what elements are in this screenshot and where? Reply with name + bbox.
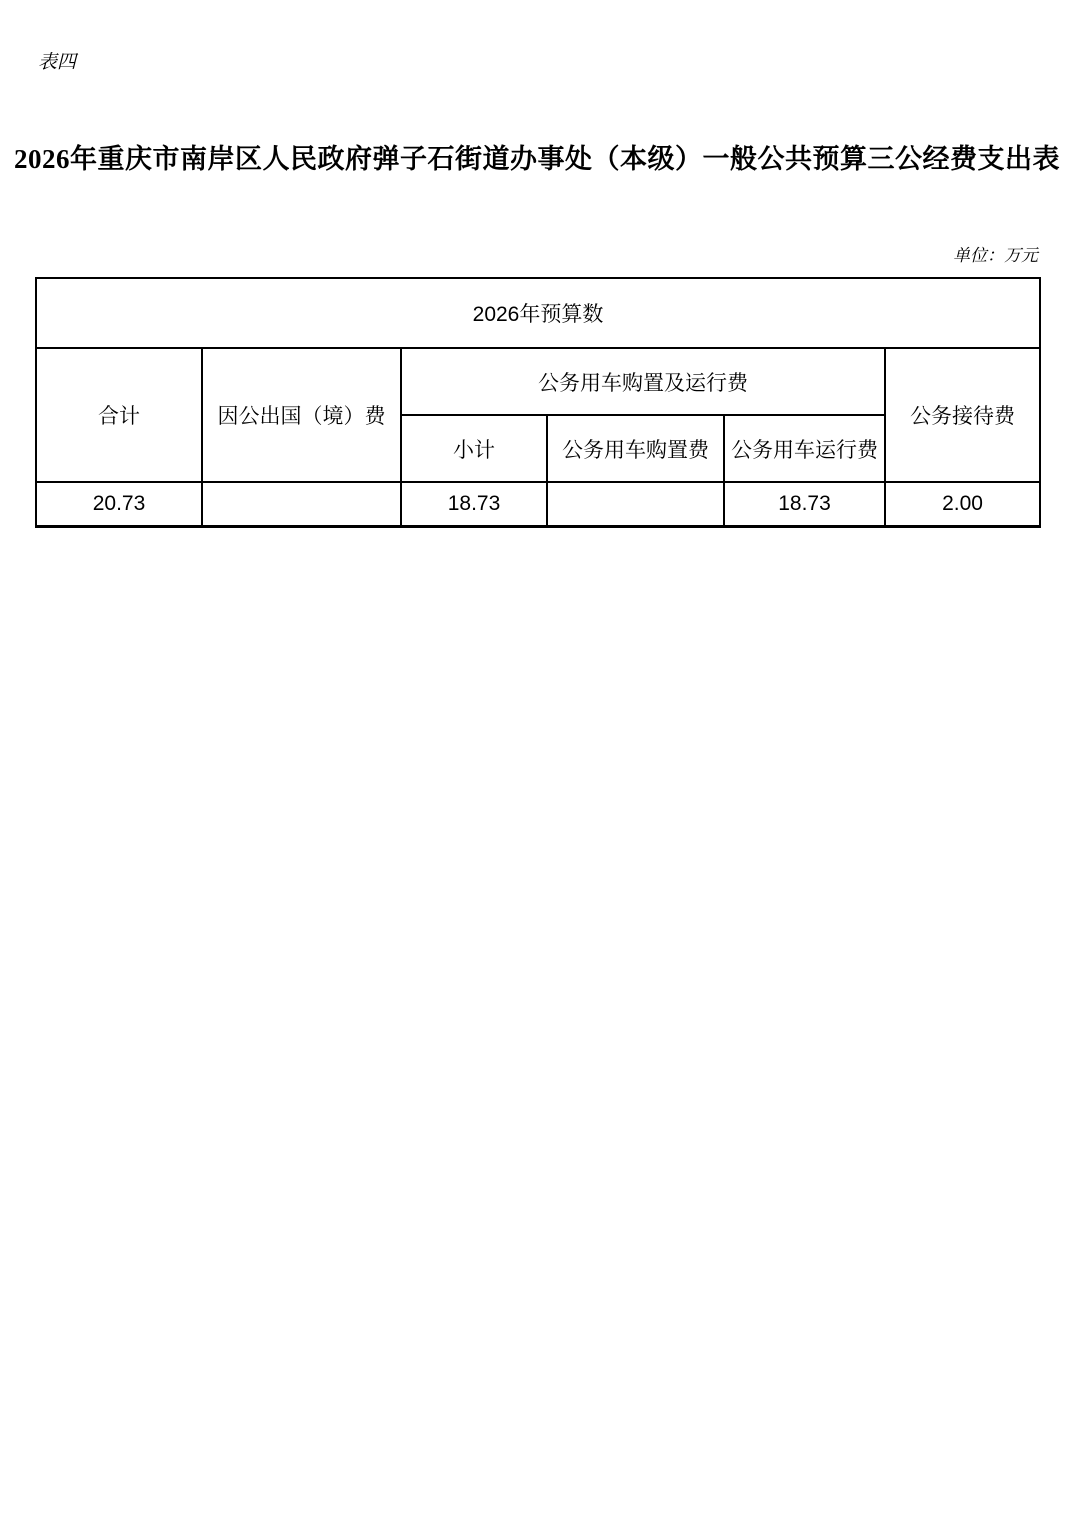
value-vehicle-subtotal: 18.73 <box>401 482 547 526</box>
header-vehicle-group: 公务用车购置及运行费 <box>401 348 885 415</box>
budget-table <box>35 277 1041 528</box>
column-header-row <box>36 348 1040 415</box>
value-reception-fee: 2.00 <box>885 482 1040 526</box>
unit-note: 单位：万元 <box>953 246 1038 266</box>
value-vehicle-operation: 18.73 <box>724 482 885 526</box>
header-reception-fee: 公务接待费 <box>885 348 1040 482</box>
table-number-label: 表四 <box>38 51 77 73</box>
value-total: 20.73 <box>36 482 202 526</box>
header-vehicle-purchase: 公务用车购置费 <box>547 415 724 482</box>
header-vehicle-subtotal: 小计 <box>401 415 547 482</box>
header-vehicle-operation: 公务用车运行费 <box>724 415 885 482</box>
year-header-row <box>36 278 1040 348</box>
header-abroad-fee: 因公出国（境）费 <box>202 348 401 482</box>
value-abroad-fee <box>202 482 401 526</box>
document-title: 2026年重庆市南岸区人民政府弹子石街道办事处（本级）一般公共预算三公经费支出表 <box>14 144 1060 174</box>
year-header-cell: 2026年预算数 <box>36 278 1040 348</box>
value-vehicle-purchase <box>547 482 724 526</box>
data-row <box>36 482 1040 526</box>
header-total: 合计 <box>36 348 202 482</box>
